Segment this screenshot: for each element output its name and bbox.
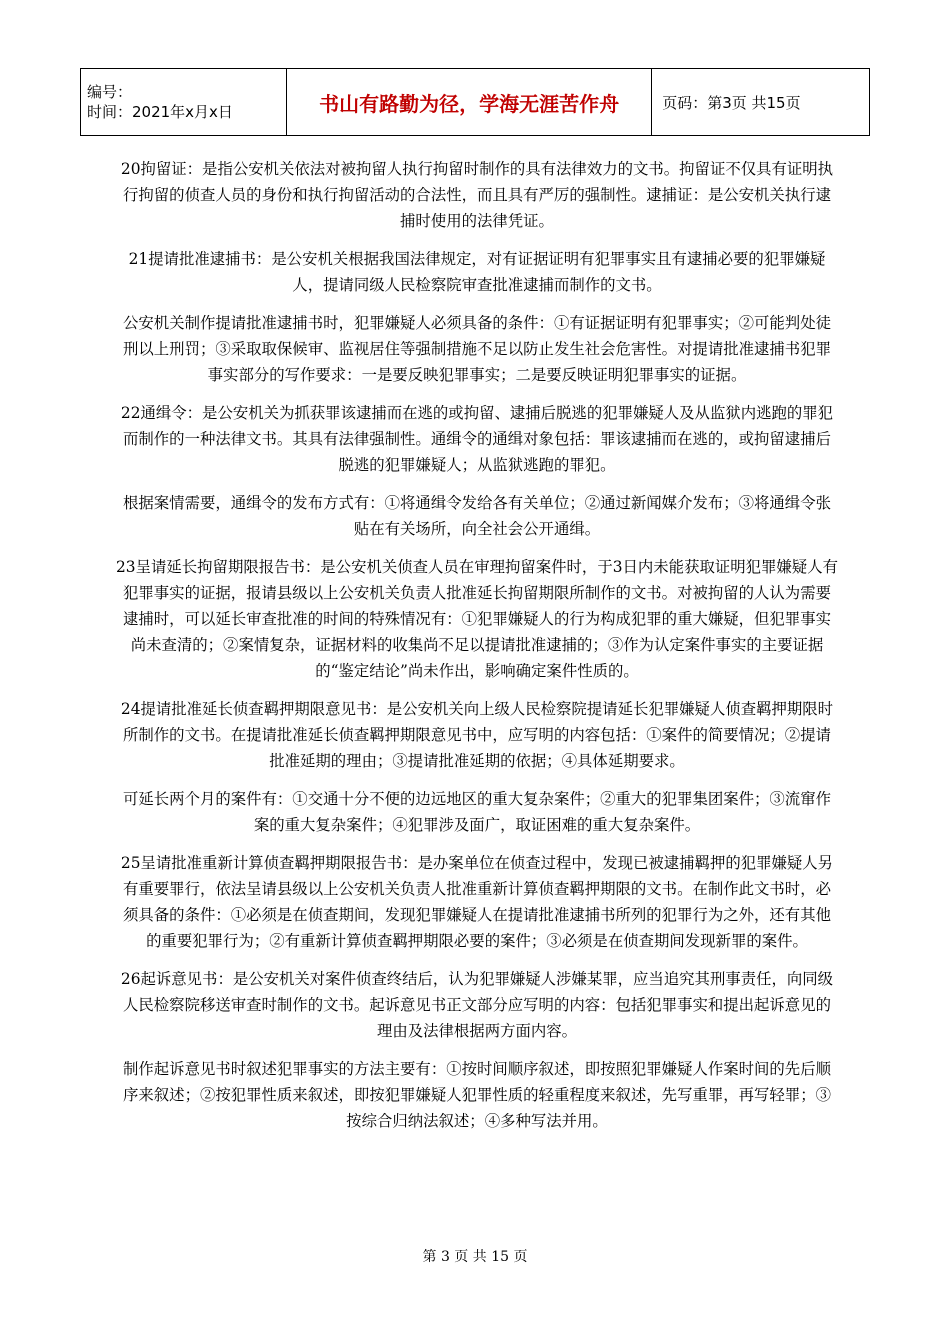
paragraph-21-conditions: 公安机关制作提请批准逮捕书时，犯罪嫌疑人必须具备的条件：①有证据证明有犯罪事实；②可能判处徒刑以上刑罚；③采取取保候审、监视居住等强制措施不足以防止发生社会危害性。对提请批准逮捕书犯罪事实部分的写作要求：一是要反映犯罪事实；二是要反映证明犯罪事实的证据。 [123, 314, 831, 384]
page-header [80, 68, 870, 136]
paragraph-26: 26起诉意见书：是公安机关对案件侦查终结后，认为犯罪嫌疑人涉嫌某罪，应当追究其刑事责任，向同级人民检察院移送审查时制作的文书。起诉意见书正文部分应写明的内容：包括犯罪事实和提出起诉意见的理由及法律根据两方面内容。 [120, 970, 834, 1040]
paragraph-24-cases: 可延长两个月的案件有：①交通十分不便的边远地区的重大复杂案件；②重大的犯罪集团案件；③流窜作案的重大复杂案件；④犯罪涉及面广，取证困难的重大复杂案件。 [123, 790, 831, 834]
header-meta [81, 69, 287, 136]
page-footer: 第 3 页 共 15 页 [422, 1249, 528, 1265]
document-time-label: 时间：2021年x月x日 [87, 103, 233, 121]
paragraph-22: 22通缉令：是公安机关为抓获罪该逮捕而在逃的或拘留、逮捕后脱逃的犯罪嫌疑人及从监狱内逃跑的罪犯而制作的一种法律文书。其具有法律强制性。通缉令的通缉对象包括：罪该逮捕而在逃的，或拘留逮捕后脱逃的犯罪嫌疑人；从监狱逃跑的罪犯。 [120, 404, 834, 474]
paragraph-21: 21提请批准逮捕书：是公安机关根据我国法律规定，对有证据证明有犯罪事实且有逮捕必要的犯罪嫌疑人，提请同级人民检察院审查批准逮捕而制作的文书。 [128, 250, 826, 294]
paragraph-25: 25呈请批准重新计算侦查羁押期限报告书：是办案单位在侦查过程中，发现已被逮捕羁押的犯罪嫌疑人另有重要罪行，依法呈请县级以上公安机关负责人批准重新计算侦查羁押期限的文书。在制作此文书时，必须具备的条件：①必须是在侦查期间，发现犯罪嫌疑人在提请批准逮捕书所列的犯罪行为之外，还有其他的重要犯罪行为；②有重新计算侦查羁押期限必要的案件；③必须是在侦查期间发现新罪的案件。 [120, 854, 834, 950]
paragraph-26-methods: 制作起诉意见书时叙述犯罪事实的方法主要有：①按时间顺序叙述，即按照犯罪嫌疑人作案时间的先后顺序来叙述；②按犯罪性质来叙述，即按犯罪嫌疑人犯罪性质的轻重程度来叙述，先写重罪，再写轻罪；③按综合归纳法叙述；④多种写法并用。 [123, 1060, 831, 1130]
document-number-label: 编号： [87, 83, 133, 101]
paragraph-22-methods: 根据案情需要，通缉令的发布方式有：①将通缉令发给各有关单位；②通过新闻媒介发布；③将通缉令张贴在有关场所，向全社会公开通缉。 [123, 494, 831, 538]
document-body [116, 156, 838, 1146]
header-page-number: 页码：第3页 共15页 [652, 69, 870, 136]
paragraph-20: 20拘留证：是指公安机关依法对被拘留人执行拘留时制作的具有法律效力的文书。拘留证不仅具有证明执行拘留的侦查人员的身份和执行拘留活动的合法性，而且具有严厉的强制性。逮捕证：是公安机关执行逮捕时使用的法律凭证。 [120, 160, 834, 230]
header-motto: 书山有路勤为径，学海无涯苦作舟 [287, 69, 652, 136]
paragraph-24: 24提请批准延长侦查羁押期限意见书：是公安机关向上级人民检察院提请延长犯罪嫌疑人侦查羁押期限时所制作的文书。在提请批准延长侦查羁押期限意见书中，应写明的内容包括：①案件的简要情况；②提请批准延期的理由；③提请批准延期的依据；④具体延期要求。 [120, 700, 834, 770]
paragraph-23: 23呈请延长拘留期限报告书：是公安机关侦查人员在审理拘留案件时，于3日内未能获取证明犯罪嫌疑人有犯罪事实的证据，报请县级以上公安机关负责人批准延长拘留期限所制作的文书。对被拘留的人认为需要逮捕时，可以延长审查批准的时间的特殊情况有：①犯罪嫌疑人的行为构成犯罪的重大嫌疑，但犯罪事实尚未查清的；②案情复杂，证据材料的收集尚不足以提请批准逮捕的；③作为认定案件事实的主要证据的“鉴定结论”尚未作出，影响确定案件性质的。 [116, 558, 838, 680]
